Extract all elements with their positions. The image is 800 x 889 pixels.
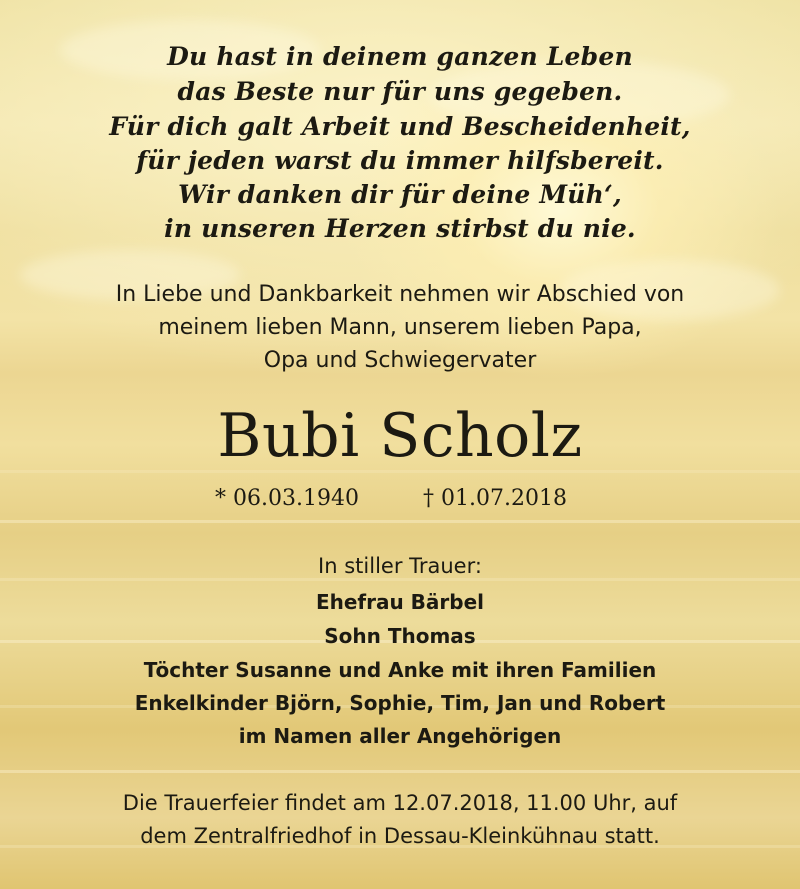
mourners-heading: In stiller Trauer:: [318, 554, 482, 578]
water-reflection: [0, 520, 800, 523]
poem-line: in unseren Herzen stirbst du nie.: [164, 214, 636, 243]
mourner-line: im Namen aller Angehörigen: [238, 724, 562, 748]
mourner-line: Töchter Susanne und Anke mit ihren Familien: [143, 658, 657, 682]
poem-line: Für dich galt Arbeit und Bescheidenheit,: [109, 112, 691, 141]
mourner-line: Ehefrau Bärbel: [315, 590, 485, 614]
funeral-info-line: dem Zentralfriedhof in Dessau-Kleinkühnau statt.: [140, 824, 660, 848]
mourner-line: Enkelkinder Björn, Sophie, Tim, Jan und Robert: [134, 691, 666, 715]
intro-line: In Liebe und Dankbarkeit nehmen wir Abschied von: [115, 282, 685, 307]
intro-line: meinem lieben Mann, unserem lieben Papa,: [158, 315, 642, 340]
deceased-name: Bubi Scholz: [217, 401, 583, 471]
mourner-line: Sohn Thomas: [324, 624, 476, 648]
funeral-info-line: Die Trauerfeier findet am 12.07.2018, 11.00 Uhr, auf: [122, 791, 678, 815]
poem-line: Du hast in deinem ganzen Leben: [167, 42, 633, 71]
poem-line: Wir danken dir für deine Müh‘,: [178, 180, 622, 209]
intro-line: Opa und Schwiegervater: [263, 348, 537, 373]
poem-line: für jeden warst du immer hilfsbereit.: [136, 146, 664, 175]
death-date: † 01.07.2018: [423, 486, 567, 511]
birth-date: * 06.03.1940: [215, 486, 359, 511]
poem-line: das Beste nur für uns gegeben.: [177, 77, 623, 106]
water-reflection: [0, 770, 800, 773]
